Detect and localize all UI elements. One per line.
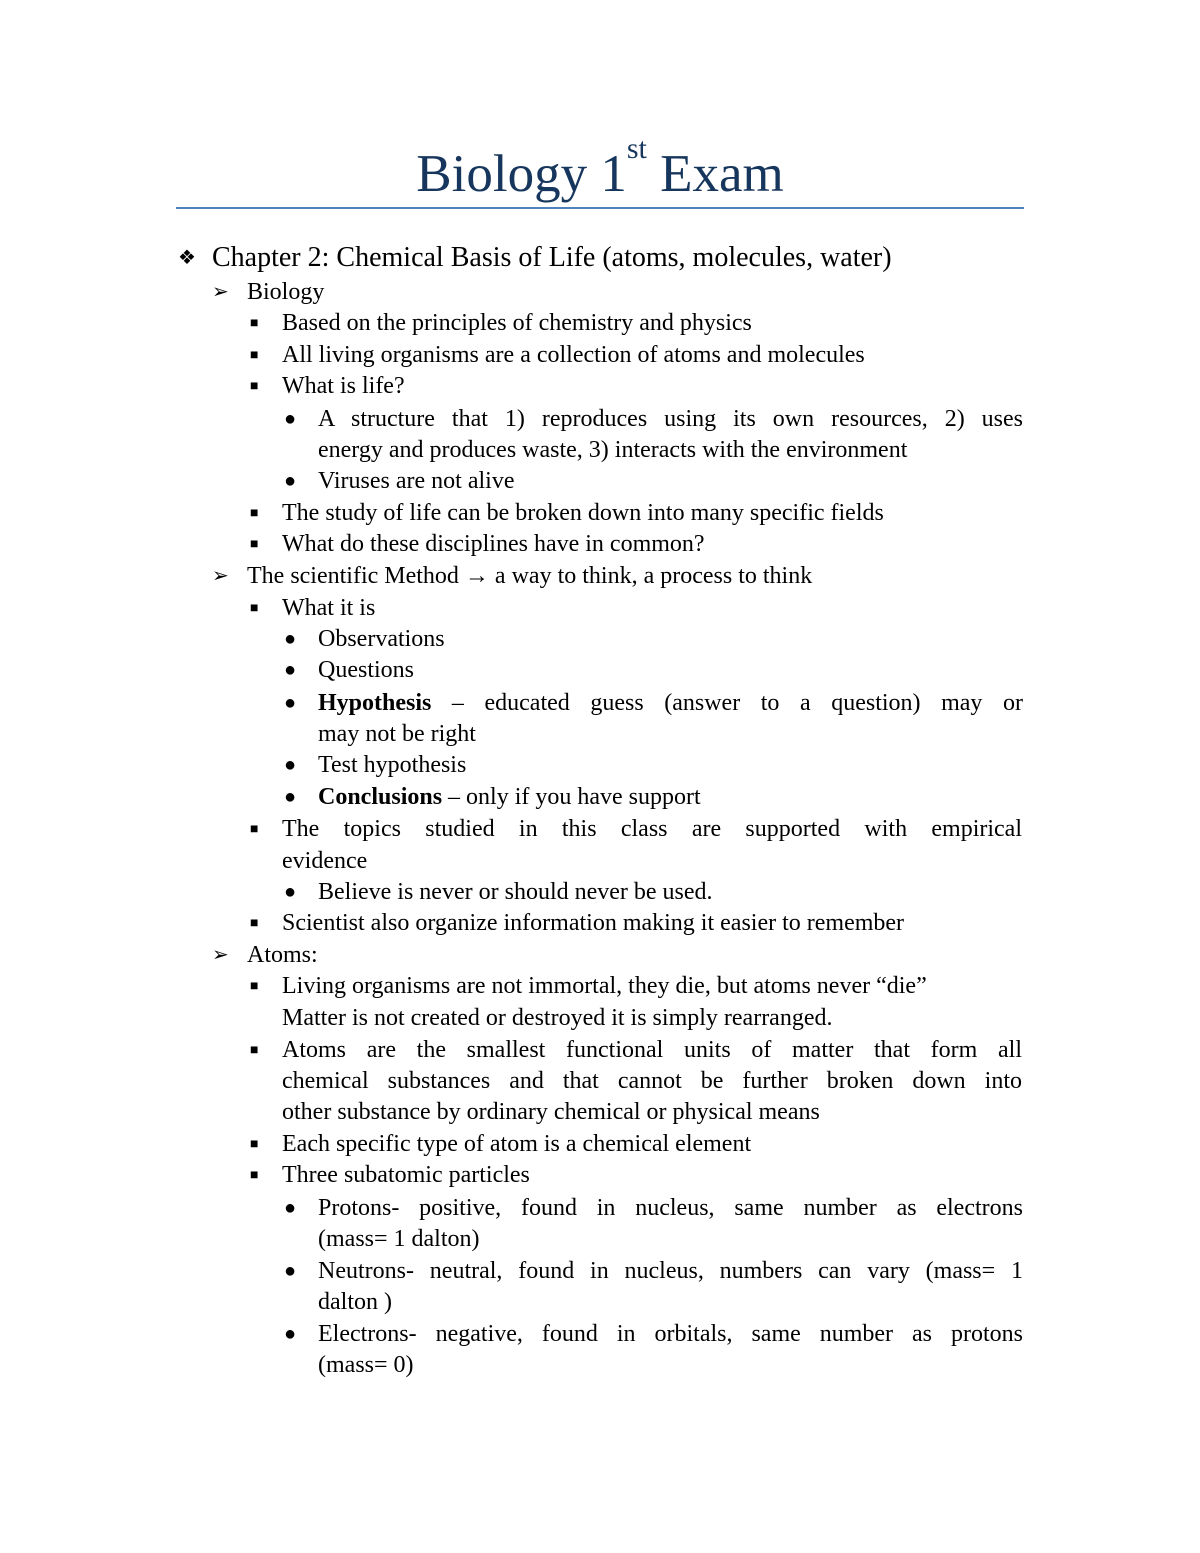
- list-item: Three subatomic particles: [282, 1162, 530, 1188]
- dot-bullet-icon: ●: [284, 408, 297, 430]
- square-bullet-icon: ■: [250, 506, 259, 521]
- list-item: Living organisms are not immortal, they die, but atoms never “die”: [282, 973, 927, 999]
- list-item-continued: (mass= 1 dalton): [318, 1226, 480, 1252]
- dot-bullet-icon: ●: [284, 1260, 297, 1282]
- list-item-continued: evidence: [282, 848, 368, 874]
- section-biology: Biology: [247, 279, 325, 305]
- list-item: Neutrons- neutral, found in nucleus, numbers can vary (mass= 1: [318, 1258, 1023, 1284]
- square-bullet-icon: ■: [250, 916, 259, 931]
- list-item-continued: dalton ): [318, 1289, 392, 1315]
- list-item: Conclusions – only if you have support: [318, 784, 701, 810]
- list-item: All living organisms are a collection of atoms and molecules: [282, 342, 865, 368]
- list-item: Scientist also organize information making it easier to remember: [282, 910, 905, 936]
- list-item-continued: may not be right: [318, 721, 476, 747]
- dot-bullet-icon: ●: [284, 786, 297, 808]
- dot-bullet-icon: ●: [284, 1197, 297, 1219]
- dot-bullet-icon: ●: [284, 659, 297, 681]
- list-item-continued: chemical substances and that cannot be further broken down into: [282, 1068, 1022, 1094]
- square-bullet-icon: ■: [250, 348, 259, 363]
- list-item: Test hypothesis: [318, 752, 467, 778]
- document-title: Biology 1st Exam: [416, 132, 784, 203]
- dot-bullet-icon: ●: [284, 754, 297, 776]
- list-item: Believe is never or should never be used.: [318, 879, 713, 905]
- list-item: Protons- positive, found in nucleus, same number as electrons: [318, 1195, 1023, 1221]
- square-bullet-icon: ■: [250, 1137, 259, 1152]
- square-bullet-icon: ■: [250, 979, 259, 994]
- square-bullet-icon: ■: [250, 379, 259, 394]
- dot-bullet-icon: ●: [284, 881, 297, 903]
- list-item: Atoms are the smallest functional units of matter that form all: [282, 1037, 1022, 1063]
- dot-bullet-icon: ●: [284, 1323, 297, 1345]
- title-underline: [176, 207, 1024, 209]
- square-bullet-icon: ■: [250, 537, 259, 552]
- dot-bullet-icon: ●: [284, 628, 297, 650]
- list-item: Hypothesis – educated guess (answer to a question) may or: [318, 690, 1023, 716]
- list-item: The topics studied in this class are supported with empirical: [282, 816, 1022, 842]
- section-scientific-method: The scientific Method → a way to think, a process to think: [247, 563, 813, 589]
- list-item: Based on the principles of chemistry and physics: [282, 310, 752, 336]
- list-item-continued: (mass= 0): [318, 1352, 414, 1378]
- list-item-continued: other substance by ordinary chemical or physical means: [282, 1099, 820, 1125]
- square-bullet-icon: ■: [250, 316, 259, 331]
- chapter-heading: Chapter 2: Chemical Basis of Life (atoms, molecules, water): [212, 242, 892, 273]
- section-atoms: Atoms:: [247, 942, 318, 968]
- square-bullet-icon: ■: [250, 601, 259, 616]
- list-item: A structure that 1) reproduces using its own resources, 2) uses: [318, 406, 1023, 432]
- square-bullet-icon: ■: [250, 1168, 259, 1183]
- list-item: Observations: [318, 626, 445, 652]
- list-item: What it is: [282, 595, 376, 621]
- list-item-continued: Matter is not created or destroyed it is simply rearranged.: [282, 1005, 833, 1031]
- dot-bullet-icon: ●: [284, 470, 297, 492]
- list-item-continued: energy and produces waste, 3) interacts with the environment: [318, 437, 908, 463]
- dot-bullet-icon: ●: [284, 692, 297, 714]
- arrow-bullet-icon: ➢: [212, 944, 229, 966]
- list-item: The study of life can be broken down into many specific fields: [282, 500, 884, 526]
- diamond-bullet-icon: ❖: [178, 247, 196, 269]
- arrow-bullet-icon: ➢: [212, 281, 229, 303]
- list-item: Viruses are not alive: [318, 468, 515, 494]
- list-item: What do these disciplines have in common?: [282, 531, 705, 557]
- list-item: Questions: [318, 657, 414, 683]
- list-item: Electrons- negative, found in orbitals, same number as protons: [318, 1321, 1023, 1347]
- list-item: Each specific type of atom is a chemical element: [282, 1131, 752, 1157]
- arrow-bullet-icon: ➢: [212, 565, 229, 587]
- list-item: What is life?: [282, 373, 405, 399]
- square-bullet-icon: ■: [250, 1043, 259, 1058]
- square-bullet-icon: ■: [250, 822, 259, 837]
